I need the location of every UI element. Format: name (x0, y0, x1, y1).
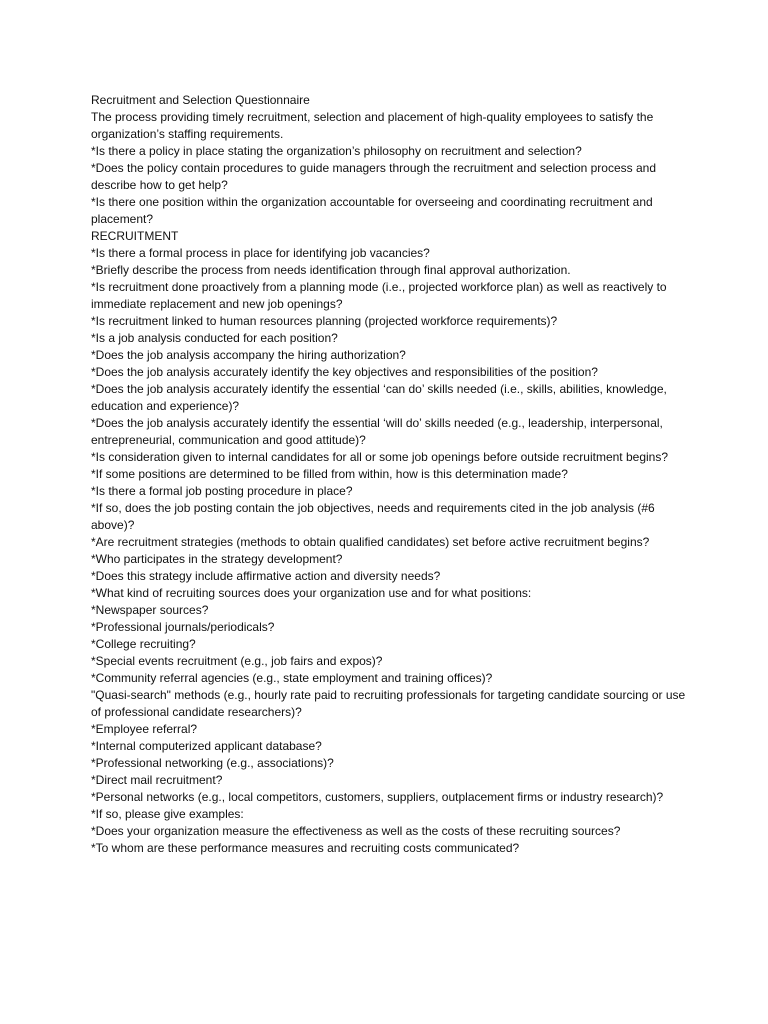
list-item-employee-referral: *Employee referral? (91, 722, 198, 736)
list-item-personal-networks: *Personal networks (e.g., local competitors, customers, suppliers, outplacement firms or industry research)? (91, 790, 664, 804)
list-item-journals: *Professional journals/periodicals? (91, 620, 275, 634)
question-describe-process: *Briefly describe the process from needs identification through final approval authorization. (91, 263, 571, 277)
question-job-posting: *Is there a formal job posting procedure in place? (91, 484, 353, 498)
question-hr-planning: *Is recruitment linked to human resources planning (projected workforce requirements)? (91, 314, 558, 328)
question-communicated: *To whom are these performance measures and recruiting costs communicated? (91, 841, 520, 855)
question-procedures: *Does the policy contain procedures to guide managers through the recruitment and selection process and describe how to get help? (91, 161, 657, 192)
question-strategies: *Are recruitment strategies (methods to obtain qualified candidates) set before active recruitment begins? (91, 535, 650, 549)
question-formal-process: *Is there a formal process in place for identifying job vacancies? (91, 246, 430, 260)
list-item-college: *College recruiting? (91, 637, 196, 651)
list-item-direct-mail: *Direct mail recruitment? (91, 773, 223, 787)
question-internal-candidates: *Is consideration given to internal candidates for all or some job openings before outside recruitment begins? (91, 450, 669, 464)
intro-paragraph: The process providing timely recruitment, selection and placement of high-quality employees to satisfy the organization’s staffing requirements. (91, 110, 654, 141)
question-job-analysis: *Is a job analysis conducted for each position? (91, 331, 338, 345)
question-hiring-authorization: *Does the job analysis accompany the hiring authorization? (91, 348, 406, 362)
list-item-quasi-search: "Quasi-search" methods (e.g., hourly rate paid to recruiting professionals for targeting candidate sourcing or use of professional candidate researchers)? (91, 688, 686, 719)
question-policy: *Is there a policy in place stating the organization’s philosophy on recruitment and selection? (91, 144, 582, 158)
question-proactive: *Is recruitment done proactively from a planning mode (i.e., projected workforce plan) as well as reactively to immediate replacement and new job openings? (91, 280, 667, 311)
question-recruiting-sources: *What kind of recruiting sources does your organization use and for what positions: (91, 586, 532, 600)
question-examples: *If so, please give examples: (91, 807, 244, 821)
question-posting-contents: *If so, does the job posting contain the job objectives, needs and requirements cited in the job analysis (#6 above)? (91, 501, 655, 532)
list-item-newspaper: *Newspaper sources? (91, 603, 209, 617)
list-item-professional-networking: *Professional networking (e.g., associations)? (91, 756, 334, 770)
question-accountable-position: *Is there one position within the organization accountable for overseeing and coordinating recruitment and placement? (91, 195, 653, 226)
question-affirmative-action: *Does this strategy include affirmative action and diversity needs? (91, 569, 441, 583)
question-strategy-participants: *Who participates in the strategy development? (91, 552, 343, 566)
question-key-objectives: *Does the job analysis accurately identify the key objectives and responsibilities of the position? (91, 365, 598, 379)
question-will-do-skills: *Does the job analysis accurately identify the essential ‘will do’ skills needed (e.g., leadership, interpersonal, entrepreneurial, communication and good attitude)? (91, 416, 663, 447)
question-filled-within: *If some positions are determined to be filled from within, how is this determination made? (91, 467, 568, 481)
list-item-applicant-database: *Internal computerized applicant database? (91, 739, 322, 753)
question-measure-effectiveness: *Does your organization measure the effectiveness as well as the costs of these recruiting sources? (91, 824, 621, 838)
list-item-community-agencies: *Community referral agencies (e.g., state employment and training offices)? (91, 671, 493, 685)
document-page (91, 92, 691, 857)
section-heading-recruitment: RECRUITMENT (91, 229, 179, 243)
question-can-do-skills: *Does the job analysis accurately identify the essential ‘can do’ skills needed (i.e., skills, abilities, knowledge, education and experience)? (91, 382, 667, 413)
document-title: Recruitment and Selection Questionnaire (91, 93, 310, 107)
list-item-special-events: *Special events recruitment (e.g., job fairs and expos)? (91, 654, 383, 668)
